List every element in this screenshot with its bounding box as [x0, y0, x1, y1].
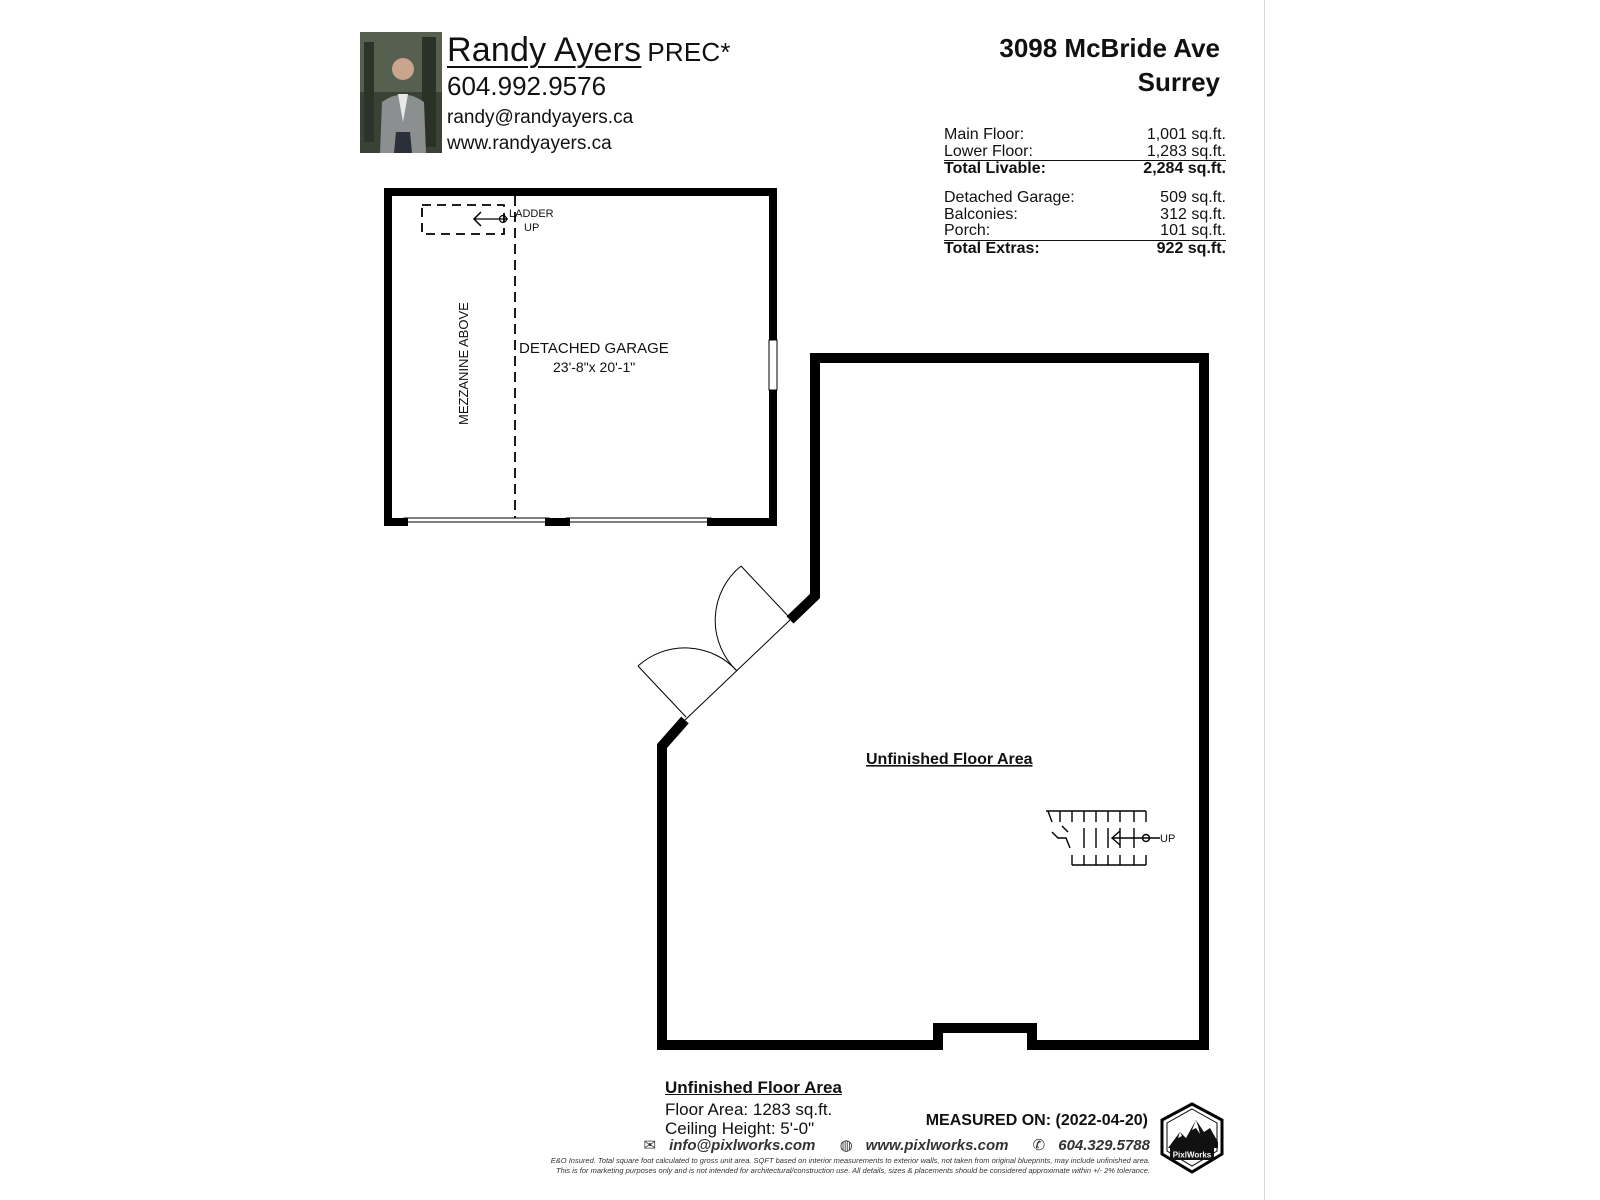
footer-email-item: [633, 1137, 815, 1154]
area-label: Porch:: [944, 222, 991, 239]
footer-phone-item: [1023, 1137, 1150, 1154]
disclaimer-line-2: This is for marketing purposes only and is not intended for architectural/construction use. All details, sizes & placements should be considered approximate within +/- 2% tolerance.: [556, 1166, 1150, 1175]
ladder-label-1: LADDER: [509, 208, 554, 220]
email-icon: ✉: [643, 1137, 657, 1154]
agent-website: www.randyayers.ca: [447, 133, 612, 154]
stairs-symbol: [1046, 811, 1160, 865]
address-line-1: 3098 McBride Ave: [999, 33, 1220, 63]
disclaimer-line-1: E&O Insured. Total square foot calculated to gross unit area. SQFT based on interior measurements to exterior walls, not taken from original blueprints, may include unfinished area.: [550, 1156, 1150, 1165]
footer-contacts: [623, 1136, 1150, 1154]
footer-ceiling-height: Ceiling Height: 5'-0": [665, 1119, 815, 1138]
area-label: Total Extras:: [944, 239, 1040, 257]
area-value: 312 sq.ft.: [1160, 205, 1226, 223]
area-value: 922 sq.ft.: [1156, 239, 1226, 257]
logo-text: PixlWorks: [1172, 1150, 1212, 1160]
area-value: 101 sq.ft.: [1160, 222, 1226, 239]
ladder-symbol: [422, 205, 508, 234]
area-value: 509 sq.ft.: [1160, 189, 1226, 206]
footer-email[interactable]: info@pixlworks.com: [669, 1137, 816, 1154]
footer-website[interactable]: www.pixlworks.com: [865, 1137, 1009, 1154]
area-value: 2,284 sq.ft.: [1143, 160, 1226, 177]
mezzanine-label: MEZZANINE ABOVE: [456, 302, 471, 425]
agent-email: randy@randyayers.ca: [447, 107, 634, 128]
agent-credential: PREC*: [647, 37, 731, 67]
agent-name: Randy Ayers: [447, 31, 642, 69]
footer-floor-area: Floor Area: 1283 sq.ft.: [665, 1100, 833, 1119]
ladder-label-2: UP: [524, 222, 540, 234]
entry-doors: [638, 566, 790, 720]
garage-label: DETACHED GARAGE: [519, 340, 669, 357]
main-walls: [662, 358, 1204, 1045]
address-line-2: Surrey: [1137, 67, 1220, 97]
area-value: 1,001 sq.ft.: [1146, 126, 1226, 143]
stairs-label: UP: [1160, 833, 1176, 845]
area-value: 1,283 sq.ft.: [1146, 142, 1226, 160]
room-label: Unfinished Floor Area: [866, 751, 1033, 768]
garage-dims: 23'-8"x 20'-1": [553, 359, 636, 375]
footer-website-item: [830, 1137, 1009, 1154]
area-label: Lower Floor:: [944, 142, 1033, 160]
area-label: Total Livable:: [944, 160, 1046, 177]
footer-phone[interactable]: 604.329.5788: [1058, 1137, 1150, 1154]
area-label: Detached Garage:: [944, 189, 1075, 206]
area-label: Main Floor:: [944, 126, 1025, 143]
area-label: Balconies:: [944, 205, 1018, 223]
phone-icon: ✆: [1032, 1137, 1046, 1154]
garage-walls: [388, 192, 773, 522]
footer-floor-title: Unfinished Floor Area: [665, 1078, 842, 1097]
garage-window: [769, 340, 777, 390]
measured-on: MEASURED ON: (2022-04-20): [925, 1112, 1148, 1129]
globe-icon: ◍: [839, 1137, 853, 1154]
pixlworks-logo: [1158, 1102, 1226, 1174]
agent-phone: 604.992.9576: [447, 71, 607, 101]
